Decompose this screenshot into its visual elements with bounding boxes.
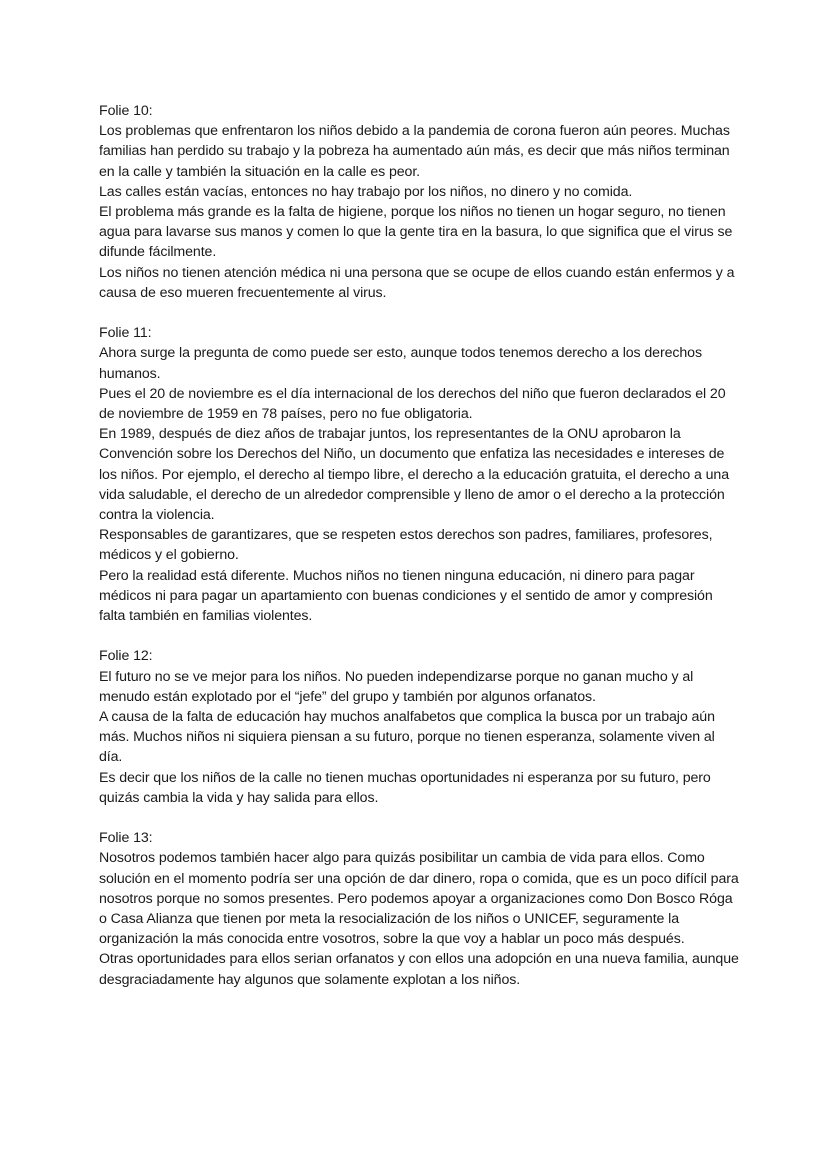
section-title: Folie 12: [99,648,153,665]
section-title: Folie 11: [99,325,152,342]
paragraph: Es decir que los niños de la calle no tienen muchas oportunidades ni esperanza por su futuro, pero quizás cambia la vida y hay salida para ellos. [99,769,711,806]
paragraph: El problema más grande es la falta de higiene, porque los niños no tienen un hogar seguro, no tienen agua para lavarse sus manos y comen lo que la gente tira en la basura, lo que significa que el virus se difunde fácilmente. [99,204,733,261]
paragraph: Los niños no tienen atención médica ni una persona que se ocupe de ellos cuando están enfermos y a causa de eso mueren frecuentemente al virus. [99,264,735,301]
section-title: Folie 10: [99,103,153,119]
section-folie-11 [99,323,739,626]
paragraph: Los problemas que enfrentaron los niños debido a la pandemia de corona fueron aún peores. Muchas familias han perdido su trabajo y la pobreza ha aumentado aún más, es decir que más niños terminan en la calle y también la situación en la calle es peor. [99,123,730,180]
paragraph: Las calles están vacías, entonces no hay trabajo por los niños, no dinero y no comida. [99,183,633,200]
paragraph: Ahora surge la pregunta de como puede ser esto, aunque todos tenemos derecho a los derechos humanos. [99,345,702,382]
paragraph: Pero la realidad está diferente. Muchos niños no tienen ninguna educación, ni dinero para pagar médicos ni para pagar un apartamiento con buenas condiciones y el sentido de amor y compresión falta también en familias violentes. [99,567,713,625]
paragraph: Responsables de garantizares, que se respeten estos derechos son padres, familiares, profesores, médicos y el gobierno. [99,527,713,564]
paragraph: Nosotros podemos también hacer algo para quizás posibilitar un cambia de vida para ellos. Como solución en el momento podría ser una opción de dar dinero, ropa o comida, que es un poco difícil para nosotros porque no somos presentes. Pero podemos apoyar a organizaciones como Don Bosco Róga o Casa Alianza que tienen por meta la resocialización de los niños o UNICEF, seguramente la organización la más conocida entre vosotros, sobre la que voy a hablar un poco más después. [99,850,739,948]
document-page [99,101,739,1010]
paragraph: Otras oportunidades para ellos serian orfanatos y con ellos una adopción en una nueva familia, aunque desgraciadamente hay algunos que solamente explotan a los niños. [99,951,739,988]
section-folie-13 [99,828,739,990]
paragraph: En 1989, después de diez años de trabajar juntos, los representantes de la ONU aprobaron la Convención sobre los Derechos del Niño, un documento que enfatiza las necesidades e intereses de los niños. Por ejemplo, el derecho al tiempo libre, el derecho a la educación gratuita, el derecho a una vida saludable, el derecho de un alrededor comprensible y lleno de amor o el derecho a la protección contra la violencia. [99,426,730,524]
paragraph: A causa de la falta de educación hay muchos analfabetos que complica la busca por un trabajo aún más. Muchos niños ni siquiera piensan a su futuro, porque no tienen esperanza, solamente viven al día. [99,709,715,766]
paragraph: El futuro no se ve mejor para los niños. No pueden independizarse porque no ganan mucho y al menudo están explotado por el “jefe” del grupo y también por algunos orfanatos. [99,668,694,705]
paragraph: Pues el 20 de noviembre es el día internacional de los derechos del niño que fueron declarados el 20 de noviembre de 1959 en 78 países, pero no fue obligatoria. [99,385,726,423]
section-title: Folie 13: [99,830,153,847]
section-folie-12 [99,646,739,808]
section-folie-10 [99,101,739,303]
